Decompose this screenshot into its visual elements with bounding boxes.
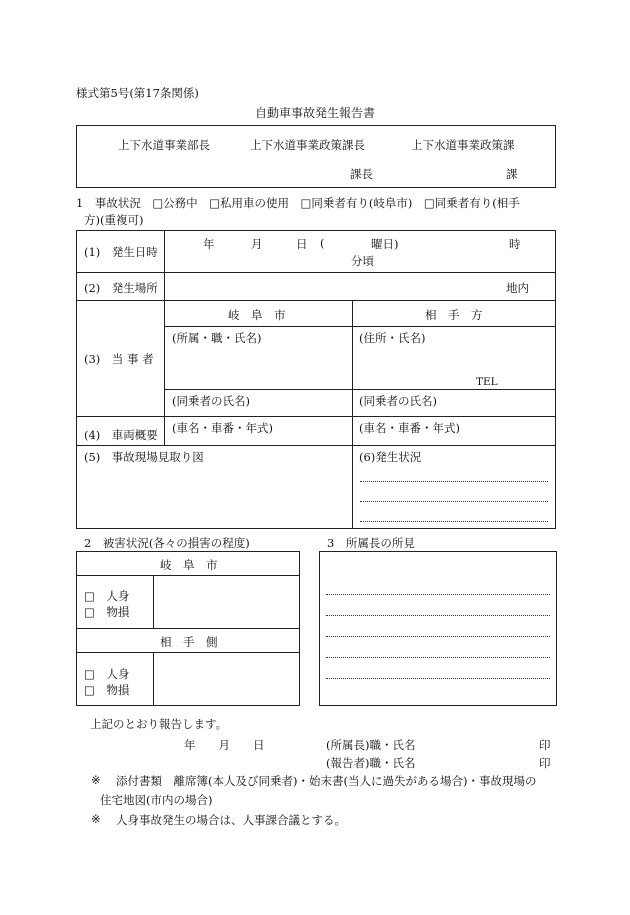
day-label: 日 — [296, 237, 308, 251]
chief-seal: 印 — [539, 738, 551, 752]
chief-opinion-box — [319, 551, 557, 706]
table-divider — [76, 416, 556, 417]
table-divider — [76, 272, 556, 273]
gifu-city-heading: 岐 阜 市 — [228, 308, 286, 322]
other-address-field: (住所・氏名) — [359, 331, 426, 345]
month-label: 月 — [251, 237, 263, 251]
reporter-signature-label: (報告者)職・氏名 — [326, 756, 416, 770]
approval-section-chief: 課長 — [350, 167, 373, 181]
place-suffix: 地内 — [506, 281, 529, 295]
circumstances-label: (6)発生状況 — [359, 450, 422, 464]
tel-label: TEL — [476, 376, 498, 388]
accident-status-line1: 1 事故状況 □公務中 □私用車の使用 □同乗者有り(岐阜市) □同乗者有り(相手 — [76, 196, 520, 210]
report-statement: 上記のとおり報告します。 — [90, 717, 228, 731]
writing-line — [326, 678, 550, 679]
other-passenger-field: (同乗者の氏名) — [359, 394, 437, 408]
approval-box — [76, 125, 556, 188]
table-divider — [76, 628, 300, 629]
damage-heading: 2 被害状況(各々の損害の程度) — [84, 536, 250, 550]
note-mark: ※ — [91, 773, 101, 787]
report-date: 年 月 日 — [184, 738, 265, 752]
writing-line — [326, 615, 550, 616]
writing-line — [326, 657, 550, 658]
approval-division-head: 上下水道事業部長 — [118, 138, 210, 152]
table-divider — [153, 575, 154, 628]
vehicle-label: (4) 車両概要 — [84, 428, 158, 442]
damage-gifu-heading: 岐 阜 市 — [160, 558, 218, 572]
damage-other-heading: 相 手 側 — [160, 635, 218, 649]
page-title: 自動車事故発生報告書 — [255, 106, 376, 120]
minute-label: 分頃 — [351, 254, 374, 268]
writing-line — [360, 521, 548, 522]
writing-line — [360, 501, 548, 502]
table-divider — [352, 300, 353, 529]
other-party-heading: 相 手 方 — [425, 308, 483, 322]
writing-line — [326, 636, 550, 637]
hr-consultation-note: 人身事故発生の場合は、人事課合議とする。 — [116, 813, 346, 827]
weekday-label: 曜日) — [371, 237, 399, 251]
gifu-affiliation-field: (所属・職・氏名) — [172, 331, 262, 345]
attachments-note-line1: 添付書類 離席簿(本人及び同乗者)・始末書(当人に過失がある場合)・事故現場の — [116, 774, 537, 788]
year-label: 年 — [203, 237, 215, 251]
table-divider — [76, 652, 300, 653]
table-divider — [76, 575, 300, 576]
occurrence-datetime-label: (1) 発生日時 — [84, 245, 158, 259]
other-vehicle-field: (車名・車番・年式) — [359, 421, 460, 435]
hour-label: 時 — [509, 237, 521, 251]
table-divider — [164, 230, 165, 445]
gifu-injury-checkbox[interactable]: □ 人身 — [84, 589, 130, 603]
writing-line — [360, 481, 548, 482]
table-divider — [153, 652, 154, 706]
site-sketch-label: (5) 事故現場見取り図 — [84, 450, 204, 464]
table-divider — [164, 389, 556, 390]
accident-status-line2: 方)(重複可) — [84, 213, 144, 227]
other-property-checkbox[interactable]: □ 物損 — [84, 683, 130, 697]
attachments-note-line2: 住宅地図(市内の場合) — [100, 793, 213, 807]
writing-line — [326, 594, 550, 595]
form-number: 様式第5号(第17条関係) — [76, 86, 199, 100]
occurrence-place-label: (2) 発生場所 — [84, 281, 158, 295]
table-divider — [76, 445, 556, 446]
other-injury-checkbox[interactable]: □ 人身 — [84, 667, 130, 681]
note-mark: ※ — [91, 812, 101, 826]
chief-opinion-heading: 3 所属長の所見 — [327, 536, 415, 550]
chief-signature-label: (所属長)職・氏名 — [326, 738, 416, 752]
approval-section: 課 — [506, 167, 518, 181]
table-divider — [76, 300, 556, 301]
paren-open: ( — [320, 236, 325, 250]
parties-label: (3) 当 事 者 — [84, 352, 154, 366]
gifu-passenger-field: (同乗者の氏名) — [172, 394, 250, 408]
approval-policy-manager: 上下水道事業政策課長 — [250, 138, 365, 152]
gifu-property-checkbox[interactable]: □ 物損 — [84, 605, 130, 619]
table-divider — [164, 326, 556, 327]
reporter-seal: 印 — [539, 756, 551, 770]
approval-policy-division: 上下水道事業政策課 — [411, 138, 515, 152]
gifu-vehicle-field: (車名・車番・年式) — [172, 421, 273, 435]
